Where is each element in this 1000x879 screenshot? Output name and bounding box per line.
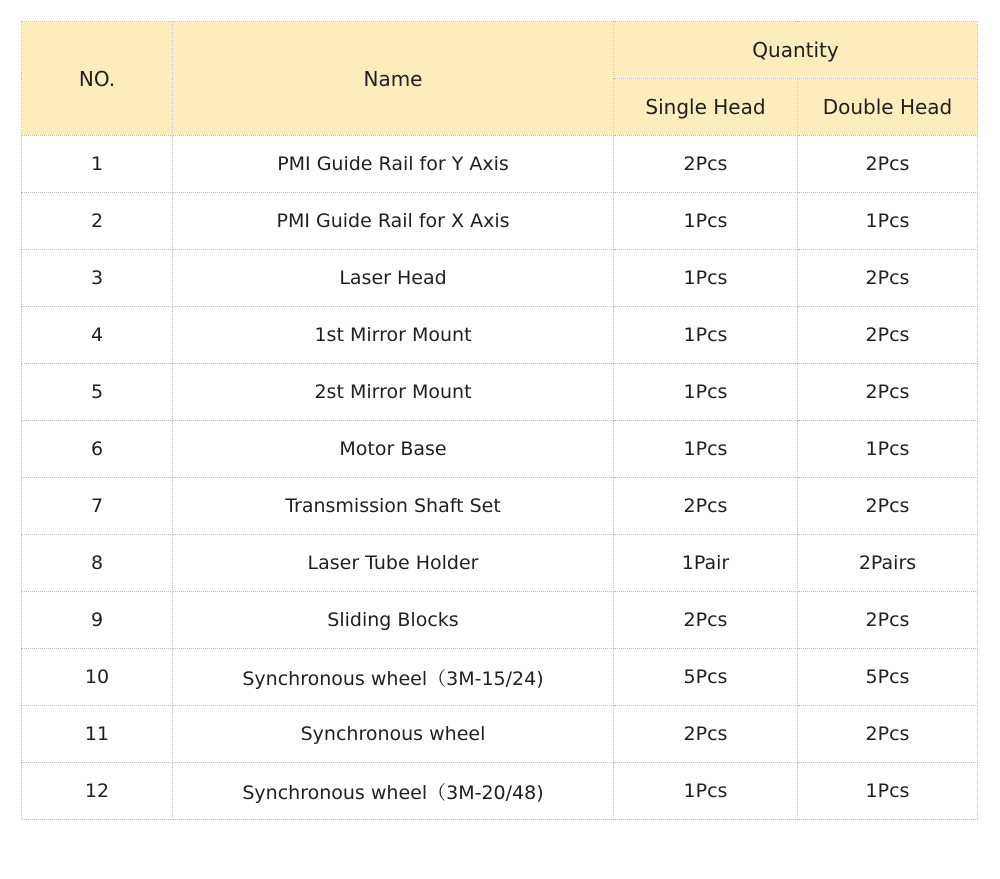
cell-no: 10: [22, 649, 173, 706]
cell-no: 9: [22, 592, 173, 649]
header-double-head: Double Head: [798, 79, 978, 136]
cell-double-head: 2Pcs: [798, 364, 978, 421]
table-row: [22, 421, 978, 478]
header-row-top: [22, 22, 978, 79]
table-row: [22, 364, 978, 421]
cell-no: 6: [22, 421, 173, 478]
cell-name: Synchronous wheel（3M-20/48): [173, 763, 614, 820]
cell-name: PMI Guide Rail for X Axis: [173, 193, 614, 250]
cell-name: Synchronous wheel（3M-15/24): [173, 649, 614, 706]
cell-no: 1: [22, 136, 173, 193]
cell-name: PMI Guide Rail for Y Axis: [173, 136, 614, 193]
cell-single-head: 1Pcs: [614, 193, 798, 250]
cell-double-head: 2Pcs: [798, 478, 978, 535]
table-header: [22, 22, 978, 136]
header-single-head: Single Head: [614, 79, 798, 136]
cell-double-head: 2Pcs: [798, 592, 978, 649]
table-row: [22, 250, 978, 307]
cell-name: 2st Mirror Mount: [173, 364, 614, 421]
cell-double-head: 2Pcs: [798, 706, 978, 763]
cell-no: 12: [22, 763, 173, 820]
header-name: Name: [173, 22, 614, 136]
cell-single-head: 1Pcs: [614, 421, 798, 478]
cell-no: 5: [22, 364, 173, 421]
cell-single-head: 1Pcs: [614, 763, 798, 820]
cell-single-head: 1Pcs: [614, 364, 798, 421]
cell-single-head: 1Pcs: [614, 307, 798, 364]
cell-no: 11: [22, 706, 173, 763]
header-quantity: Quantity: [614, 22, 978, 79]
cell-single-head: 2Pcs: [614, 478, 798, 535]
cell-name: Sliding Blocks: [173, 592, 614, 649]
cell-no: 3: [22, 250, 173, 307]
cell-name: Laser Head: [173, 250, 614, 307]
cell-double-head: 1Pcs: [798, 193, 978, 250]
cell-double-head: 2Pcs: [798, 250, 978, 307]
cell-single-head: 2Pcs: [614, 706, 798, 763]
table-row: [22, 592, 978, 649]
table-row: [22, 136, 978, 193]
cell-name: Synchronous wheel: [173, 706, 614, 763]
cell-name: Transmission Shaft Set: [173, 478, 614, 535]
table-row: [22, 478, 978, 535]
cell-double-head: 1Pcs: [798, 763, 978, 820]
header-no: NO.: [22, 22, 173, 136]
cell-single-head: 5Pcs: [614, 649, 798, 706]
cell-name: 1st Mirror Mount: [173, 307, 614, 364]
cell-single-head: 1Pair: [614, 535, 798, 592]
cell-double-head: 1Pcs: [798, 421, 978, 478]
table-row: [22, 649, 978, 706]
cell-double-head: 2Pairs: [798, 535, 978, 592]
cell-no: 4: [22, 307, 173, 364]
cell-no: 8: [22, 535, 173, 592]
table-row: [22, 706, 978, 763]
cell-no: 7: [22, 478, 173, 535]
cell-single-head: 2Pcs: [614, 136, 798, 193]
cell-double-head: 5Pcs: [798, 649, 978, 706]
cell-single-head: 1Pcs: [614, 250, 798, 307]
table-row: [22, 535, 978, 592]
cell-single-head: 2Pcs: [614, 592, 798, 649]
cell-double-head: 2Pcs: [798, 136, 978, 193]
table-row: [22, 307, 978, 364]
parts-table: [21, 21, 978, 820]
table-row: [22, 193, 978, 250]
table-row: [22, 763, 978, 820]
cell-name: Laser Tube Holder: [173, 535, 614, 592]
table-body: [22, 136, 978, 820]
cell-no: 2: [22, 193, 173, 250]
cell-name: Motor Base: [173, 421, 614, 478]
cell-double-head: 2Pcs: [798, 307, 978, 364]
